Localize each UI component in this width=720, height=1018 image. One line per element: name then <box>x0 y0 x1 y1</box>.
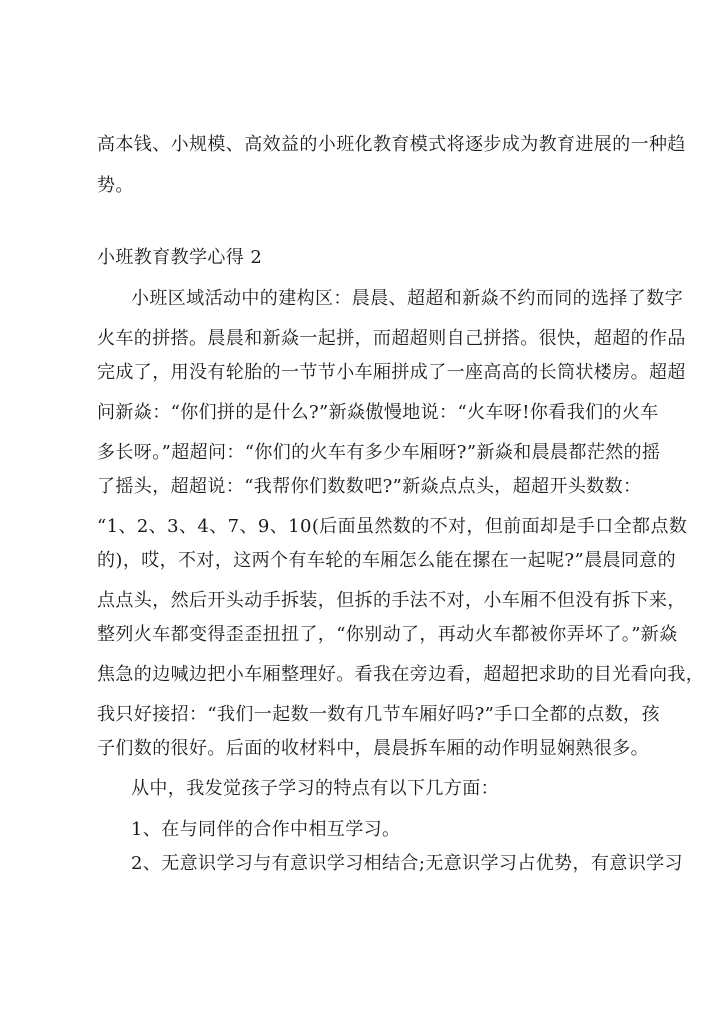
paragraph-line-12: 我只好接招：“我们一起数一数有几节车厢好吗?”手口全都的点数，孩 <box>97 704 660 725</box>
intro-line-1: 高本钱、小规模、高效益的小班化教育模式将逐步成为教育进展的一种趋 <box>97 134 686 155</box>
paragraph-line-2: 火车的拼搭。晨晨和新焱一起拼，而超超则自己拼搭。很快，超超的作品 <box>97 328 686 349</box>
paragraph-line-7: “1、2、3、4、7、9、10(后面虽然数的不对，但前面却是手口全都点数 <box>97 516 688 537</box>
paragraph-line-13: 子们数的很好。后面的收材料中，晨晨拆车厢的动作明显娴熟很多。 <box>97 738 649 759</box>
paragraph-line-3: 完成了，用没有轮胎的一节节小车厢拼成了一座高高的长筒状楼房。超超 <box>97 362 686 383</box>
paragraph-line-10: 整列火车都变得歪歪扭扭了，“你别动了，再动火车都被你弄坏了。”新焱 <box>97 624 678 645</box>
paragraph-line-6: 了摇头，超超说：“我帮你们数数吧?”新焱点点头，超超开头数数： <box>97 476 642 497</box>
point-1: 1、在与同伴的合作中相互学习。 <box>131 819 401 840</box>
observation-line: 从中，我发觉孩子学习的特点有以下几方面： <box>131 778 499 799</box>
paragraph-line-1: 小班区域活动中的建构区：晨晨、超超和新焱不约而同的选择了数字 <box>131 288 683 309</box>
intro-line-2: 势。 <box>97 175 134 196</box>
paragraph-line-5: 多长呀。”超超问：“你们的火车有多少车厢呀?”新焱和晨晨都茫然的摇 <box>97 442 661 463</box>
paragraph-line-9: 点点头，然后开头动手拆装，但拆的手法不对，小车厢不但没有拆下来， <box>97 590 686 611</box>
paragraph-line-11: 焦急的边喊边把小车厢整理好。看我在旁边看，超超把求助的目光看向我， <box>97 664 705 685</box>
point-2: 2、无意识学习与有意识学习相结合;无意识学习占优势，有意识学习 <box>131 853 683 874</box>
paragraph-line-4: 问新焱：“你们拼的是什么?”新焱傲慢地说：“火车呀!你看我们的火车 <box>97 402 659 423</box>
section-title: 小班教育教学心得 2 <box>97 247 263 268</box>
paragraph-line-8: 的)，哎，不对，这两个有车轮的车厢怎么能在摞在一起呢?”晨晨同意的 <box>97 550 677 571</box>
